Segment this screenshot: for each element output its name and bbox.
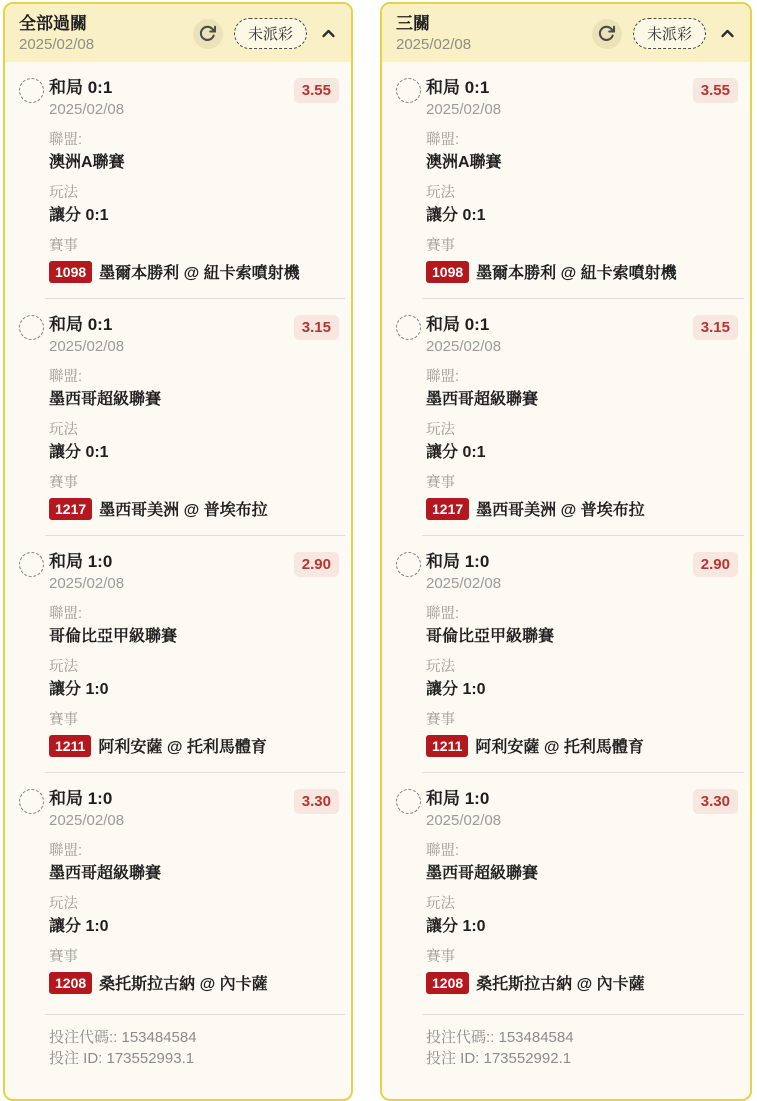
dashed-circle-icon[interactable] <box>19 78 44 103</box>
play-field <box>426 184 738 226</box>
panel-body <box>5 62 351 1099</box>
bet-item <box>5 299 351 535</box>
bet-selection: 和局 0:1 <box>49 78 113 97</box>
event-label: 賽事 <box>426 238 455 254</box>
panel-header <box>5 4 351 62</box>
play-label: 玩法 <box>426 185 455 201</box>
event-row <box>49 260 339 283</box>
bet-selection: 和局 1:0 <box>426 789 490 808</box>
bet-head <box>396 551 738 594</box>
odds-badge: 2.90 <box>693 552 738 577</box>
odds-badge: 2.90 <box>294 552 339 577</box>
chevron-up-icon <box>719 25 736 42</box>
event-name: 桑托斯拉古納 @ 內卡薩 <box>476 976 645 993</box>
league-value: 澳洲A聯賽 <box>426 154 502 171</box>
bet-date: 2025/02/08 <box>49 101 125 118</box>
bet-item <box>5 536 351 772</box>
event-field <box>426 711 738 757</box>
bet-head <box>396 77 738 120</box>
play-field <box>426 658 738 700</box>
play-value: 讓分 0:1 <box>426 444 486 461</box>
bet-code: 投注代碼:: 153484584 <box>426 1029 574 1046</box>
play-value: 讓分 0:1 <box>49 444 109 461</box>
panel-date: 2025/02/08 <box>19 36 95 53</box>
dashed-circle-icon[interactable] <box>396 552 421 577</box>
event-field <box>426 474 738 520</box>
event-field <box>426 948 738 994</box>
collapse-button[interactable] <box>318 23 339 44</box>
league-field <box>426 368 738 410</box>
league-label: 聯盟: <box>426 132 460 148</box>
odds-badge: 3.30 <box>294 789 339 814</box>
league-label: 聯盟: <box>49 843 83 859</box>
bet-date: 2025/02/08 <box>426 101 502 118</box>
event-label: 賽事 <box>49 712 78 728</box>
event-label: 賽事 <box>49 949 78 965</box>
odds-badge: 3.55 <box>294 78 339 103</box>
event-row <box>426 497 738 520</box>
bet-fields <box>426 605 738 757</box>
event-name: 墨西哥美洲 @ 普埃布拉 <box>99 502 268 519</box>
play-label: 玩法 <box>49 185 78 201</box>
play-value: 讓分 1:0 <box>426 681 486 698</box>
chevron-up-icon <box>320 25 337 42</box>
bet-item <box>382 773 750 1009</box>
bet-head-main <box>49 788 289 831</box>
play-field <box>426 421 738 463</box>
odds-badge: 3.15 <box>693 315 738 340</box>
panel-header-titles <box>396 13 471 54</box>
league-label: 聯盟: <box>426 606 460 622</box>
play-field <box>49 184 339 226</box>
play-field <box>49 421 339 463</box>
bet-date: 2025/02/08 <box>426 575 502 592</box>
refresh-button[interactable] <box>193 19 223 49</box>
event-name: 墨西哥美洲 @ 普埃布拉 <box>476 502 645 519</box>
event-name: 墨爾本勝利 @ 紐卡索噴射機 <box>99 265 300 282</box>
league-label: 聯盟: <box>426 843 460 859</box>
play-field <box>49 658 339 700</box>
play-field <box>426 895 738 937</box>
panel-footer <box>45 1014 345 1099</box>
bet-date: 2025/02/08 <box>426 338 502 355</box>
league-label: 聯盟: <box>426 369 460 385</box>
league-field <box>49 131 339 173</box>
event-code-badge: 1211 <box>49 735 91 757</box>
odds-badge: 3.30 <box>693 789 738 814</box>
dashed-circle-icon[interactable] <box>19 789 44 814</box>
play-label: 玩法 <box>426 896 455 912</box>
event-name: 墨爾本勝利 @ 紐卡索噴射機 <box>476 265 677 282</box>
league-field <box>49 368 339 410</box>
bet-item <box>5 773 351 1009</box>
league-value: 澳洲A聯賽 <box>49 154 125 171</box>
play-value: 讓分 0:1 <box>426 207 486 224</box>
league-label: 聯盟: <box>49 606 83 622</box>
bet-head <box>19 551 339 594</box>
bet-date: 2025/02/08 <box>49 338 125 355</box>
panel-body <box>382 62 750 1099</box>
bet-item <box>5 62 351 298</box>
play-label: 玩法 <box>426 422 455 438</box>
event-code-badge: 1098 <box>426 261 469 283</box>
league-field <box>426 605 738 647</box>
bet-fields <box>426 131 738 283</box>
event-field <box>426 237 738 283</box>
panel-date: 2025/02/08 <box>396 36 472 53</box>
odds-badge: 3.55 <box>693 78 738 103</box>
league-value: 墨西哥超級聯賽 <box>426 865 539 882</box>
event-field <box>49 474 339 520</box>
bet-fields <box>49 605 339 757</box>
dashed-circle-icon[interactable] <box>396 789 421 814</box>
event-row <box>49 971 339 994</box>
league-value: 哥倫比亞甲級聯賽 <box>426 628 555 645</box>
bet-selection: 和局 1:0 <box>49 552 113 571</box>
league-value: 墨西哥超級聯賽 <box>426 391 539 408</box>
event-field <box>49 948 339 994</box>
dashed-circle-icon[interactable] <box>19 552 44 577</box>
event-code-badge: 1208 <box>49 972 92 994</box>
bet-selection: 和局 1:0 <box>426 552 490 571</box>
dashed-circle-icon[interactable] <box>19 315 44 340</box>
event-row <box>426 734 738 757</box>
league-field <box>49 605 339 647</box>
bet-head-main <box>426 788 688 831</box>
play-label: 玩法 <box>49 659 78 675</box>
league-label: 聯盟: <box>49 369 83 385</box>
bet-head <box>19 77 339 120</box>
bet-head-main <box>49 77 289 120</box>
bet-id: 投注 ID: 173552993.1 <box>49 1050 195 1067</box>
bet-code: 投注代碼:: 153484584 <box>49 1029 197 1046</box>
bet-slip-panel-treble <box>380 2 752 1101</box>
event-row <box>49 497 339 520</box>
league-field <box>426 131 738 173</box>
play-label: 玩法 <box>49 896 78 912</box>
event-label: 賽事 <box>426 475 455 491</box>
bet-selection: 和局 0:1 <box>426 78 490 97</box>
event-label: 賽事 <box>426 949 455 965</box>
bet-head-main <box>426 77 688 120</box>
bet-selection: 和局 0:1 <box>426 315 490 334</box>
play-value: 讓分 1:0 <box>49 681 109 698</box>
bet-head <box>396 314 738 357</box>
event-code-badge: 1217 <box>426 498 469 520</box>
play-value: 讓分 1:0 <box>426 918 486 935</box>
bet-date: 2025/02/08 <box>49 575 125 592</box>
play-field <box>49 895 339 937</box>
bet-selection: 和局 1:0 <box>49 789 113 808</box>
league-value: 墨西哥超級聯賽 <box>49 865 162 882</box>
bet-slip-panel-parlay <box>3 2 353 1101</box>
bet-item <box>382 62 750 298</box>
bet-date: 2025/02/08 <box>426 812 502 829</box>
league-value: 墨西哥超級聯賽 <box>49 391 162 408</box>
league-field <box>426 842 738 884</box>
panel-title: 三關 <box>396 14 430 33</box>
bet-fields <box>49 131 339 283</box>
bet-head-main <box>426 314 688 357</box>
event-row <box>49 734 339 757</box>
event-name: 阿利安薩 @ 托利馬體育 <box>475 739 644 756</box>
bet-head-main <box>49 314 289 357</box>
event-name: 桑托斯拉古納 @ 內卡薩 <box>99 976 268 993</box>
bet-head-main <box>426 551 688 594</box>
bet-item <box>382 536 750 772</box>
league-label: 聯盟: <box>49 132 83 148</box>
panel-footer <box>422 1014 744 1099</box>
event-label: 賽事 <box>49 238 78 254</box>
bet-selection: 和局 0:1 <box>49 315 113 334</box>
event-label: 賽事 <box>426 712 455 728</box>
event-row <box>426 260 738 283</box>
status-badge: 未派彩 <box>234 18 307 49</box>
bet-fields <box>426 368 738 520</box>
play-value: 讓分 0:1 <box>49 207 109 224</box>
event-label: 賽事 <box>49 475 78 491</box>
panel-header-actions <box>193 18 339 49</box>
league-value: 哥倫比亞甲級聯賽 <box>49 628 178 645</box>
collapse-button[interactable] <box>717 23 738 44</box>
dashed-circle-icon[interactable] <box>396 315 421 340</box>
event-field <box>49 237 339 283</box>
panel-title: 全部過關 <box>19 14 87 33</box>
bet-head-main <box>49 551 289 594</box>
event-name: 阿利安薩 @ 托利馬體育 <box>98 739 267 756</box>
play-label: 玩法 <box>49 422 78 438</box>
odds-badge: 3.15 <box>294 315 339 340</box>
play-label: 玩法 <box>426 659 455 675</box>
event-code-badge: 1098 <box>49 261 92 283</box>
event-code-badge: 1208 <box>426 972 469 994</box>
bet-fields <box>49 842 339 994</box>
status-badge: 未派彩 <box>633 18 706 49</box>
bet-head <box>19 314 339 357</box>
bet-date: 2025/02/08 <box>49 812 125 829</box>
league-field <box>49 842 339 884</box>
event-field <box>49 711 339 757</box>
event-code-badge: 1211 <box>426 735 468 757</box>
bet-head <box>19 788 339 831</box>
panel-header-actions <box>592 18 738 49</box>
refresh-icon <box>198 24 217 43</box>
panel-header-titles <box>19 13 94 54</box>
event-code-badge: 1217 <box>49 498 92 520</box>
bet-fields <box>426 842 738 994</box>
refresh-button[interactable] <box>592 19 622 49</box>
refresh-icon <box>597 24 616 43</box>
bet-fields <box>49 368 339 520</box>
play-value: 讓分 1:0 <box>49 918 109 935</box>
bet-id: 投注 ID: 173552992.1 <box>426 1050 572 1067</box>
event-row <box>426 971 738 994</box>
panel-header <box>382 4 750 62</box>
bet-item <box>382 299 750 535</box>
bet-head <box>396 788 738 831</box>
dashed-circle-icon[interactable] <box>396 78 421 103</box>
